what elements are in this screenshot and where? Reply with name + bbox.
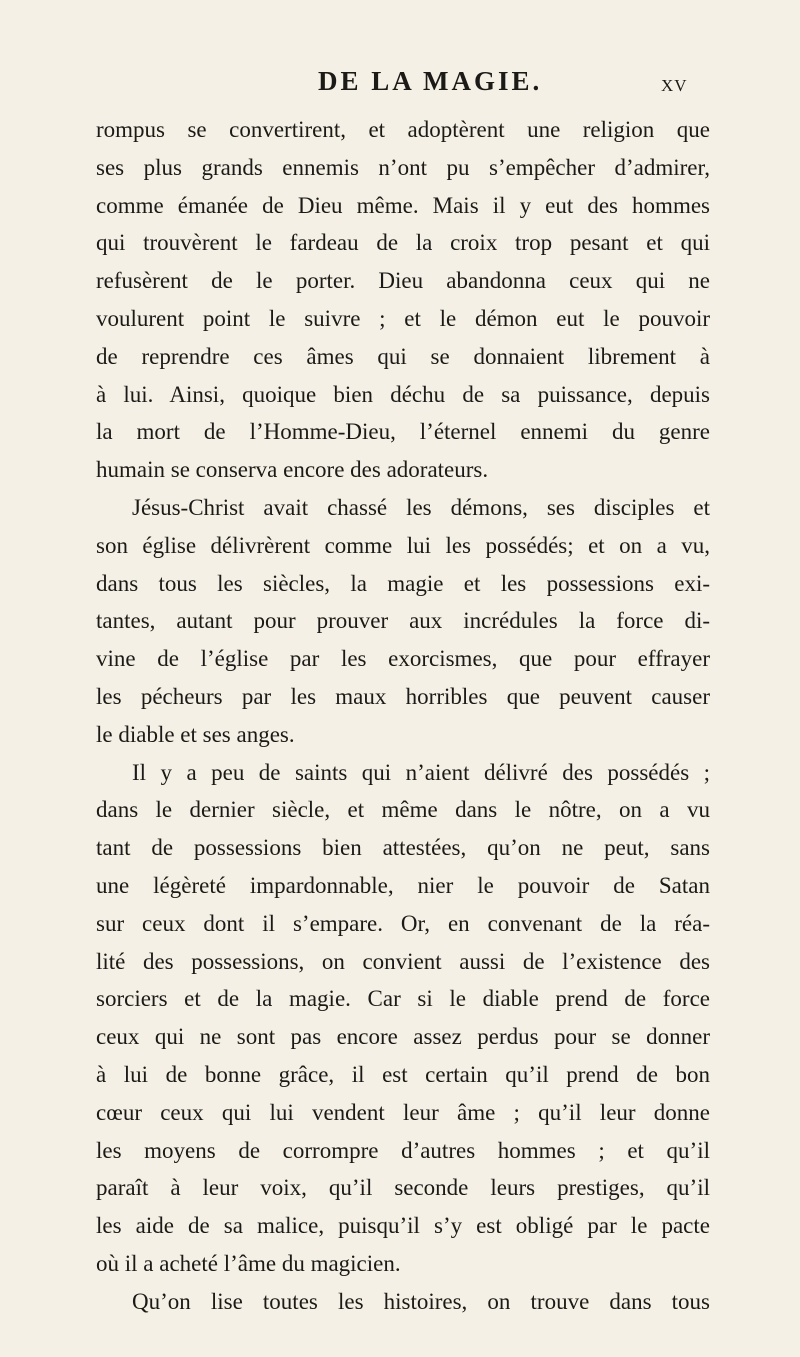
text-line: refusèrent de le porter. Dieu abandonna ceux qui ne [96, 268, 710, 294]
text-line: Jésus-Christ avait chassé les démons, ses disciples et [132, 494, 710, 520]
text-line: qui trouvèrent le fardeau de la croix trop pesant et qui [96, 230, 710, 256]
running-title: DE LA MAGIE. [318, 66, 543, 96]
text-line: à lui. Ainsi, quoique bien déchu de sa puissance, depuis [96, 381, 710, 407]
text-line: les aide de sa malice, puisqu’il s’y est obligé par le pacte [96, 1213, 710, 1239]
text-line: paraît à leur voix, qu’il seconde leurs prestiges, qu’il [96, 1175, 710, 1201]
text-line: Il y a peu de saints qui n’aient délivré des possédés ; [132, 759, 710, 785]
text-line: sorciers et de la magie. Car si le diable prend de force [96, 986, 710, 1012]
text-line: à lui de bonne grâce, il est certain qu’il prend de bon [96, 1061, 710, 1087]
text-line: sur ceux dont il s’empare. Or, en convenant de la réa- [96, 910, 710, 936]
page-number: XV [661, 76, 688, 95]
text-line: ceux qui ne sont pas encore assez perdus pour se donner [96, 1024, 710, 1050]
text-line: rompus se convertirent, et adoptèrent une religion que [96, 117, 710, 142]
text-line: où il a acheté l’âme du magicien. [96, 1250, 401, 1276]
text-line: tantes, autant pour prouver aux incrédules la force di- [96, 608, 710, 634]
text-line: de reprendre ces âmes qui se donnaient librement à [96, 343, 710, 369]
text-line: ses plus grands ennemis n’ont pu s’empêcher d’admirer, [96, 154, 710, 180]
text-line: la mort de l’Homme-Dieu, l’éternel ennemi du genre [96, 419, 710, 445]
text-line: dans tous les siècles, la magie et les possessions exi- [96, 570, 710, 596]
text-line: les moyens de corrompre d’autres hommes ; et qu’il [96, 1137, 710, 1163]
text-line: tant de possessions bien attestées, qu’on ne peut, sans [96, 835, 710, 861]
text-line: cœur ceux qui lui vendent leur âme ; qu’il leur donne [96, 1099, 710, 1125]
text-line: les pécheurs par les maux horribles que peuvent causer [96, 683, 710, 709]
text-line: Qu’on lise toutes les histoires, on trouve dans tous [132, 1288, 710, 1314]
body-text [96, 111, 710, 1321]
text-line: comme émanée de Dieu même. Mais il y eut des hommes [96, 192, 710, 218]
text-line: dans le dernier siècle, et même dans le nôtre, on a vu [96, 797, 710, 823]
text-line: une légèreté impardonnable, nier le pouvoir de Satan [96, 872, 710, 898]
running-head [0, 66, 800, 106]
text-line: humain se conserva encore des adorateurs. [96, 457, 489, 483]
text-line: le diable et ses anges. [96, 721, 295, 747]
text-line: voulurent point le suivre ; et le démon eut le pouvoir [96, 305, 710, 331]
text-line: vine de l’église par les exorcismes, que pour effrayer [96, 646, 710, 672]
text-line: son église délivrèrent comme lui les possédés; et on a vu, [96, 532, 710, 558]
text-line: lité des possessions, on convient aussi de l’existence des [96, 948, 710, 974]
